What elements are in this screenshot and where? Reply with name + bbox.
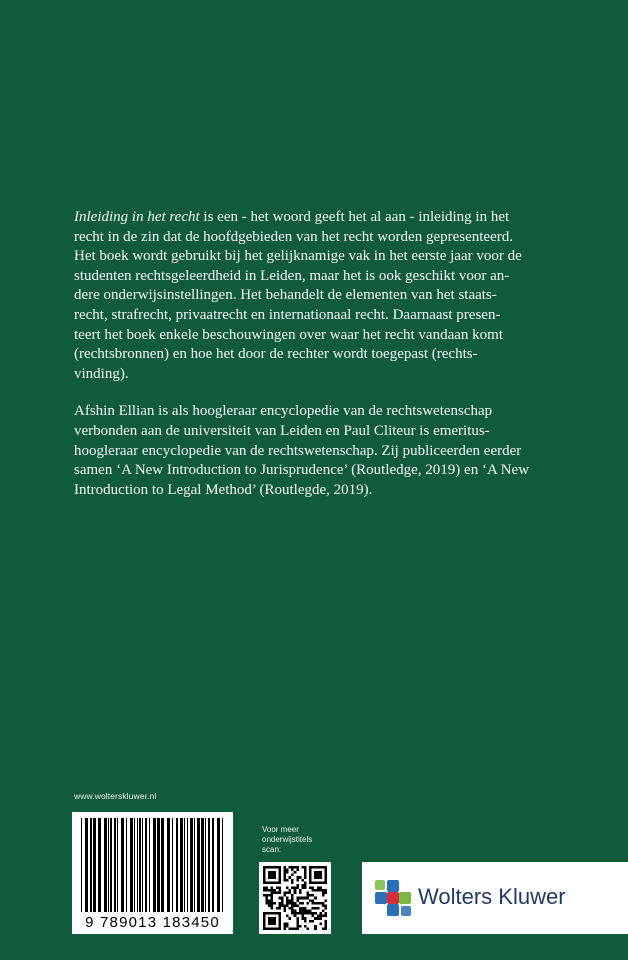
blurb-p2-line: Introduction to Legal Method’ (Routlegde, 2019).	[74, 481, 373, 498]
blurb-p2-line: hoogleraar encyclopedie van de rechtswetenschap. Zij publiceerden eerder	[74, 442, 522, 459]
publisher-url: www.wolterskluwer.nl	[74, 791, 157, 801]
isbn-barcode	[72, 812, 233, 934]
publisher-brand	[362, 862, 628, 934]
qr-caption-line: onderwijstitels	[262, 835, 313, 844]
isbn-digits: 9 789013 183450	[85, 914, 220, 931]
blurb-p1-line: (rechtsbronnen) en hoe het door de rechter wordt toegepast (rechts-	[74, 346, 478, 363]
wolters-kluwer-logo-icon	[374, 879, 412, 917]
blurb-text	[74, 208, 550, 500]
blurb-p1-line: studenten rechtsgeleerdheid in Leiden, maar het is ook geschikt voor an-	[74, 267, 510, 284]
blurb-p1-line: dere onderwijsinstellingen. Het behandelt de elementen van het staats-	[74, 287, 497, 304]
qr-caption	[262, 825, 342, 855]
book-title-italic: Inleiding in het recht	[74, 209, 200, 225]
blurb-paragraph-2	[74, 402, 550, 500]
qr-code-modules	[263, 866, 327, 930]
blurb-p2-line: Afshin Ellian is als hoogleraar encyclopedie van de rechtswetenschap	[74, 403, 493, 420]
blurb-p1-line: recht in de zin dat de hoofdgebieden van het recht worden gepresenteerd.	[74, 228, 513, 245]
blurb-p1-line: Het boek wordt gebruikt bij het gelijknamige vak in het eerste jaar voor de	[74, 248, 522, 265]
blurb-p2-line: samen ‘A New Introduction to Jurisprudence’ (Routledge, 2019) en ‘A New	[74, 462, 530, 479]
barcode-bars	[81, 818, 224, 914]
qr-code	[259, 862, 331, 934]
blurb-p1-line: is een - het woord geeft het al aan - inleiding in het	[199, 209, 510, 225]
blurb-p1-line: teert het boek enkele beschouwingen over waar het recht vandaan komt	[74, 326, 503, 343]
qr-caption-line: scan:	[262, 845, 282, 854]
blurb-p1-line: recht, strafrecht, privaatrecht en internationaal recht. Daarnaast presen-	[74, 306, 501, 323]
brand-name: Wolters Kluwer	[418, 884, 566, 909]
qr-caption-line: Voor meer	[262, 825, 299, 834]
blurb-p1-line: vinding).	[74, 365, 129, 382]
blurb-p2-line: verbonden aan de universiteit van Leiden en Paul Cliteur is emeritus-	[74, 422, 490, 439]
blurb-paragraph-1	[74, 208, 550, 384]
